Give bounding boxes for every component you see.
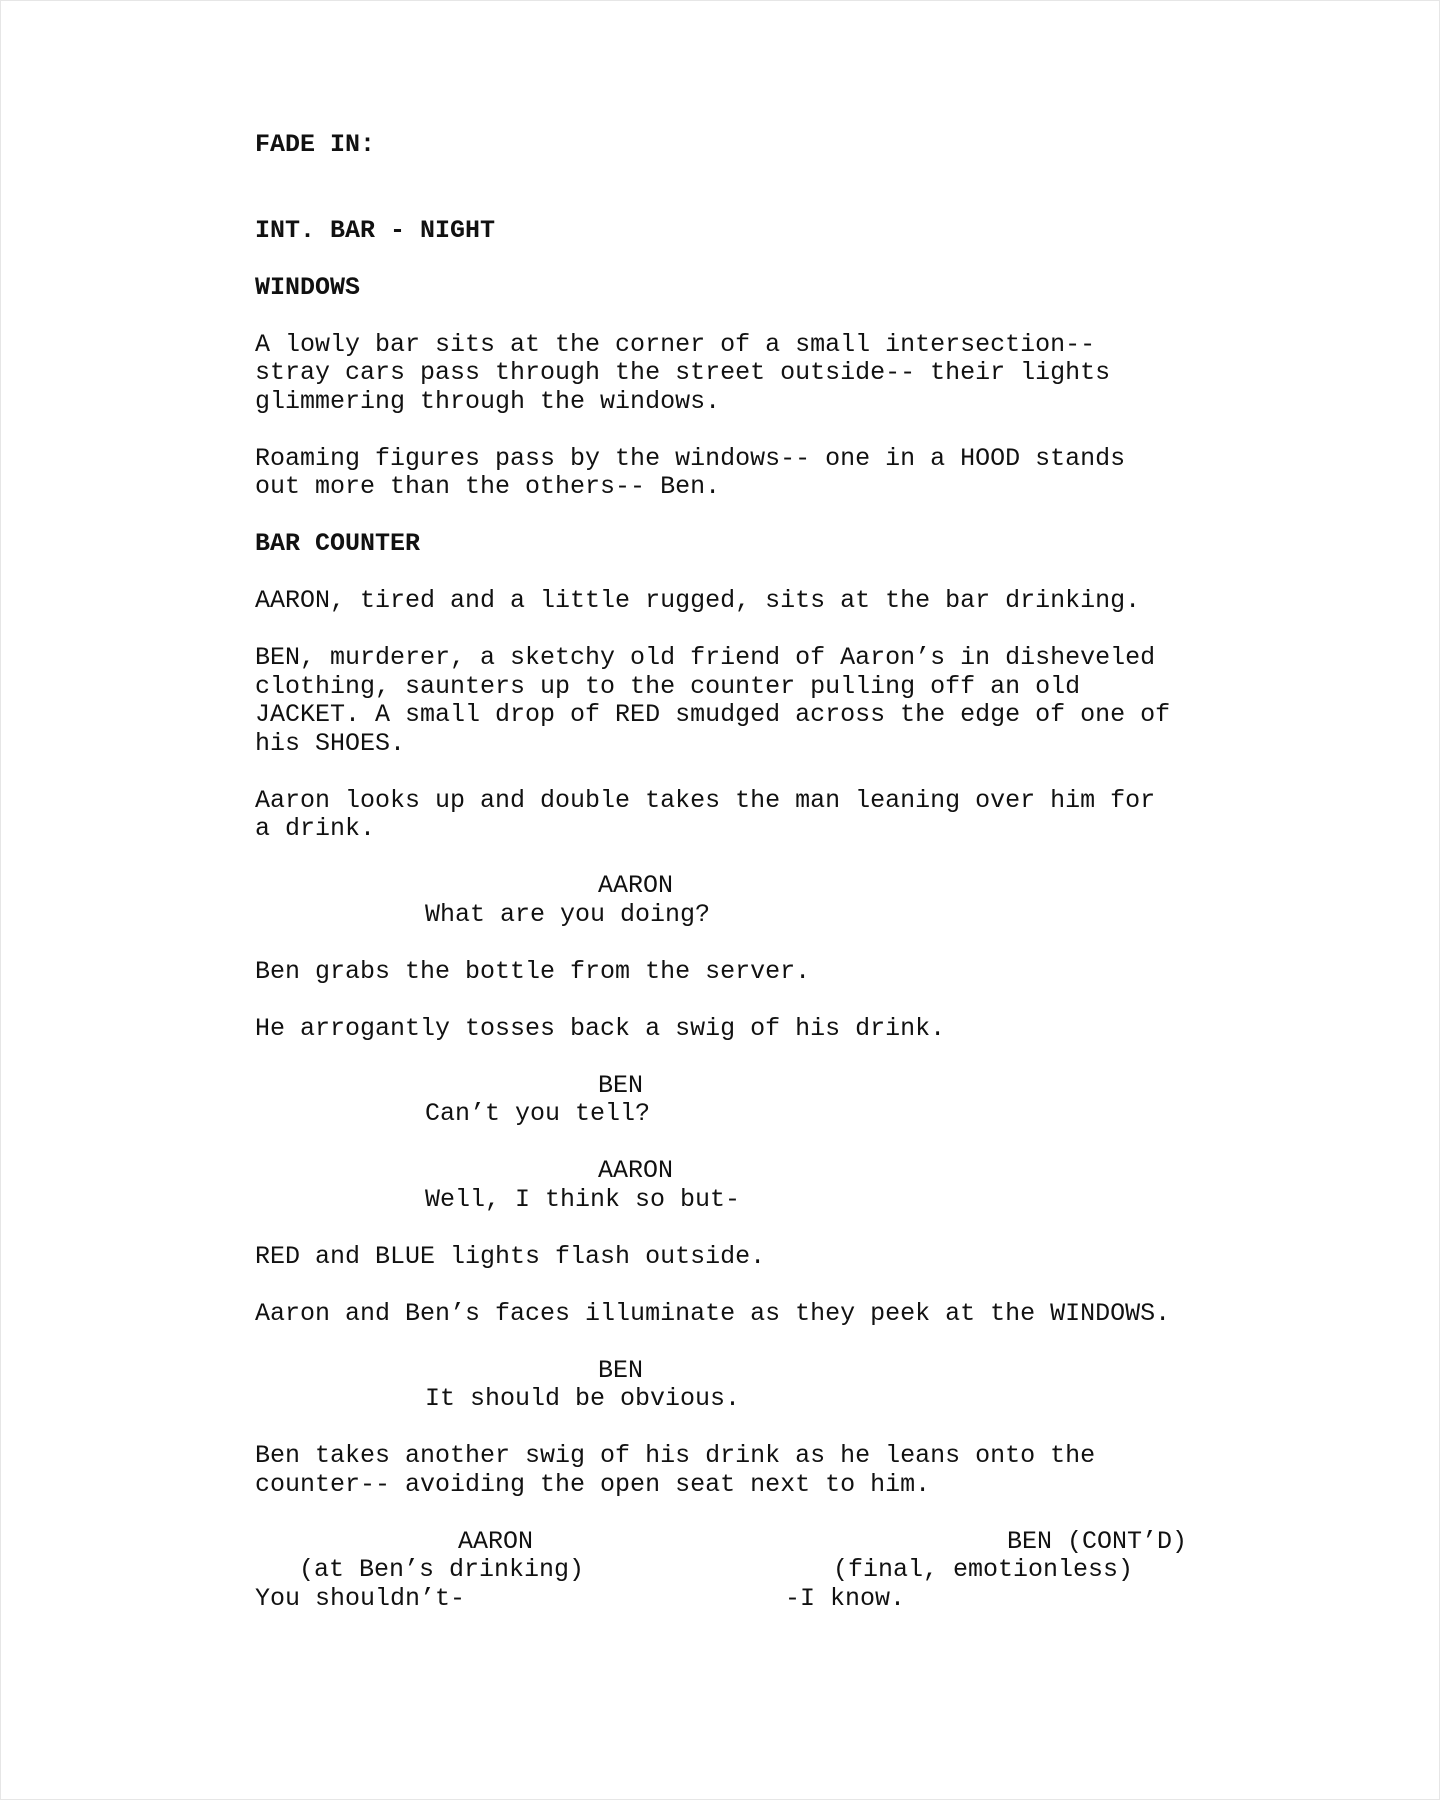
action-block [255, 787, 1275, 844]
action-block [255, 1243, 1275, 1272]
action-line: A lowly bar sits at the corner of a small intersection-- [255, 329, 1096, 359]
dialogue-line: -I know. [785, 1583, 906, 1613]
character-name: AARON [458, 1526, 534, 1556]
action-line: AARON, tired and a little rugged, sits at the bar drinking. [255, 586, 1141, 615]
character-name: AARON [598, 871, 674, 900]
dialogue-line: Can’t you tell? [425, 1099, 651, 1128]
transition: FADE IN: [255, 130, 376, 159]
action-line: counter-- avoiding the open seat next to him. [255, 1469, 931, 1499]
action-line: clothing, saunters up to the counter pulling off an old [255, 671, 1081, 701]
action-block [255, 1442, 1275, 1499]
character-name: BEN (CONT’D) [1007, 1526, 1188, 1556]
screenplay-body [255, 131, 1275, 1613]
action-line: glimmering through the windows. [255, 386, 721, 416]
scene-heading: INT. BAR - NIGHT [255, 215, 496, 245]
dual-dialogue-left [255, 1528, 785, 1614]
sub-heading-bar-counter: BAR COUNTER [255, 529, 421, 558]
action-line: out more than the others-- Ben. [255, 472, 721, 501]
action-line: stray cars pass through the street outside-- their lights [255, 358, 1111, 387]
parenthetical: (at Ben’s drinking) [299, 1555, 585, 1584]
action-block [255, 644, 1275, 758]
action-line: RED and BLUE lights flash outside. [255, 1241, 766, 1271]
action-block [255, 445, 1275, 502]
dialogue-block [255, 1157, 1275, 1214]
action-line: Ben grabs the bottle from the server. [255, 956, 811, 986]
action-line: Roaming figures pass by the windows-- one in a HOOD stands [255, 443, 1126, 473]
action-line: Aaron looks up and double takes the man leaning over him for [255, 785, 1156, 815]
action-line: JACKET. A small drop of RED smudged across the edge of one of [255, 700, 1171, 729]
action-line: Ben takes another swig of his drink as he leans onto the [255, 1441, 1096, 1470]
dialogue-block [255, 872, 1275, 929]
action-line: his SHOES. [255, 728, 406, 758]
action-block [255, 958, 1275, 987]
action-line: BEN, murderer, a sketchy old friend of Aaron’s in disheveled [255, 643, 1156, 672]
dialogue-line: What are you doing? [425, 899, 711, 929]
action-block [255, 1300, 1275, 1329]
character-name: BEN [598, 1355, 644, 1385]
action-line: a drink. [255, 814, 376, 843]
action-block [255, 587, 1275, 616]
action-block [255, 1015, 1275, 1044]
dual-dialogue-right [785, 1528, 1275, 1614]
parenthetical: (final, emotionless) [833, 1555, 1134, 1584]
sub-heading-windows: WINDOWS [255, 272, 361, 302]
dialogue-line: It should be obvious. [425, 1384, 741, 1413]
action-block [255, 331, 1275, 417]
dialogue-block [255, 1072, 1275, 1129]
action-line: Aaron and Ben’s faces illuminate as they peek at the WINDOWS. [255, 1298, 1171, 1328]
character-name: BEN [598, 1070, 644, 1100]
dialogue-line: You shouldn’t- [255, 1583, 466, 1613]
dual-dialogue [255, 1528, 1275, 1614]
character-name: AARON [598, 1156, 674, 1185]
dialogue-line: Well, I think so but- [425, 1184, 741, 1214]
action-line: He arrogantly tosses back a swig of his drink. [255, 1013, 946, 1043]
dialogue-block [255, 1357, 1275, 1414]
